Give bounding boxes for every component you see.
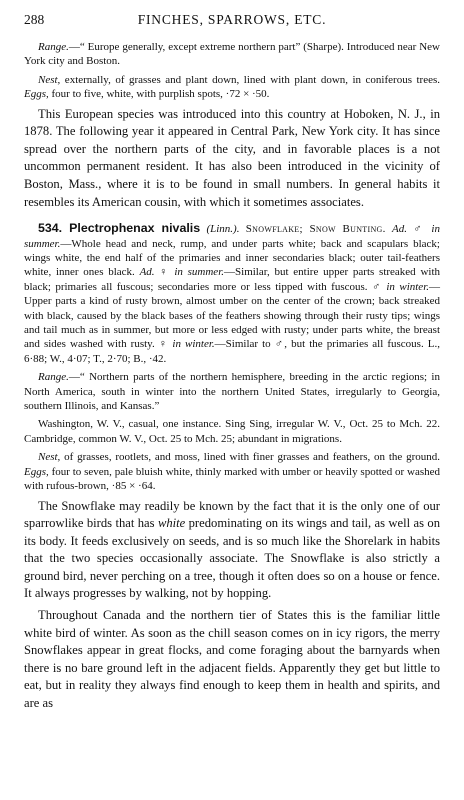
species-range-paragraph bbox=[24, 370, 440, 413]
snowflake-text-b: predominating on its wings and tail, as well as on its body. It feeds exclusively on seeds, and is so much like the Shorelark in habits that the two species occasionally associate. The Snowflake is also strictly a ground bird, never perching on a tree, though it often does so on a house or fence. It always progresses by walking, not by hopping. bbox=[24, 516, 440, 601]
species-account bbox=[24, 221, 440, 366]
white-emphasis: white bbox=[157, 516, 186, 531]
species-eggs-text: four to seven, pale bluish white, thinly marked with umber or heavily spotted or washed with rufous-brown, ·85 × ·64. bbox=[24, 465, 440, 493]
adult-female-summer-text: —Similar, but entire upper parts streaked with black; primaries all fuscous; secondaries more or less tipped with fuscous. bbox=[24, 266, 441, 293]
snowflake-paragraph-1 bbox=[24, 498, 440, 604]
sparrow-paragraph: This European species was introduced into this country at Hoboken, N. J., in 1878. The following year it appeared in Central Park, New York city. It has since spread over the northern parts of the city, and in favorable places is a not uncommon permanent resident. It has also been introduced in the vicinity of Boston, Mass., where it is to be found in small numbers. In general habits it resembles its American cousin, with which it sometimes associates. bbox=[24, 106, 440, 209]
range-text: —“ Europe generally, except extreme northern part” (Sharpe). Introduced near New York city and Boston. bbox=[24, 41, 440, 68]
snowflake-paragraph-2: Throughout Canada and the northern tier of States this is the familiar little white bird of winter. As soon as the chill season comes on in icy rigors, the merry Snowflakes appear in great flocks, and come foraging about the barnyards when there is no bare ground left in the adjacent fields. Apparently they get but little to eat, but in reality they always find enough to keep them in health and spirits, and are as bbox=[24, 608, 440, 711]
adult-female-summer-label: Ad. ♀ in summer. bbox=[139, 266, 225, 279]
species-eggs-label: Eggs, bbox=[24, 465, 49, 478]
species-heading: 534. Plectrophenax nivalis bbox=[38, 221, 201, 236]
male-winter-text: —Upper parts a kind of rusty brown, almost umber on the center of the crown; back streaked with black, caused by the black bases of the feathers showing through their rusty tips; wings and tail much as in summer, but more or less edged with rusty; under parts white, the breast and sides washed with rusty. bbox=[24, 280, 441, 351]
adult-male-summer-label: Ad. ♂ in summer. bbox=[24, 223, 440, 250]
adult-male-summer-text: —Whole head and neck, rump, and under parts white; back and scapulars black; wings white, the end half of the primaries and inner secondaries black; outer tail-feathers white, inner ones black. bbox=[24, 237, 440, 279]
snowflake-text-a: The Snowflake may readily be known by the fact that it is the only one of our sparrowlike birds that has bbox=[24, 498, 440, 531]
female-winter-label: ♀ in winter. bbox=[158, 338, 215, 351]
running-head: FINCHES, SPARROWS, ETC. bbox=[137, 12, 327, 27]
localities-paragraph: Washington, W. V., casual, one instance. Sing Sing, irregular W. V., Oct. 25 to Mch. 22. Cambridge, common W. V., Oct. 25 to Mch. 25; abundant in migrations. bbox=[24, 418, 440, 445]
species-common-name: Snowflake; Snow Bunting. bbox=[245, 223, 386, 236]
species-nest-label: Nest, bbox=[38, 451, 61, 464]
nest-label: Nest, bbox=[38, 73, 61, 86]
species-range-label: Range. bbox=[38, 371, 69, 384]
page-number: 288 bbox=[24, 12, 45, 27]
female-winter-text: —Similar to ♂, but the primaries all fuscous. L., 6·88; W., 4·07; T., 2·70; B., ·42. bbox=[24, 338, 440, 365]
species-authority: (Linn.). bbox=[206, 223, 240, 236]
page-header bbox=[24, 12, 440, 28]
nest-paragraph bbox=[24, 73, 440, 102]
range-label: Range. bbox=[38, 41, 69, 53]
species-range-text: —“ Northern parts of the northern hemisphere, breeding in the arctic regions; in North America, south in winter into the northern United States, irregularly to Georgia, southern Illinois, and Kansas.” bbox=[24, 371, 440, 413]
species-nest-paragraph bbox=[24, 450, 440, 493]
nest-text: externally, of grasses and plant down, lined with plant down, in coniferous trees. bbox=[60, 73, 440, 86]
range-paragraph bbox=[24, 40, 440, 69]
male-winter-label: ♂ in winter. bbox=[371, 280, 430, 293]
eggs-text: four to five, white, with purplish spots, ·72 × ·50. bbox=[48, 88, 270, 101]
eggs-label: Eggs, bbox=[24, 88, 49, 101]
species-nest-text: of grasses, rootlets, and moss, lined with finer grasses and feathers, on the ground. bbox=[60, 451, 440, 464]
